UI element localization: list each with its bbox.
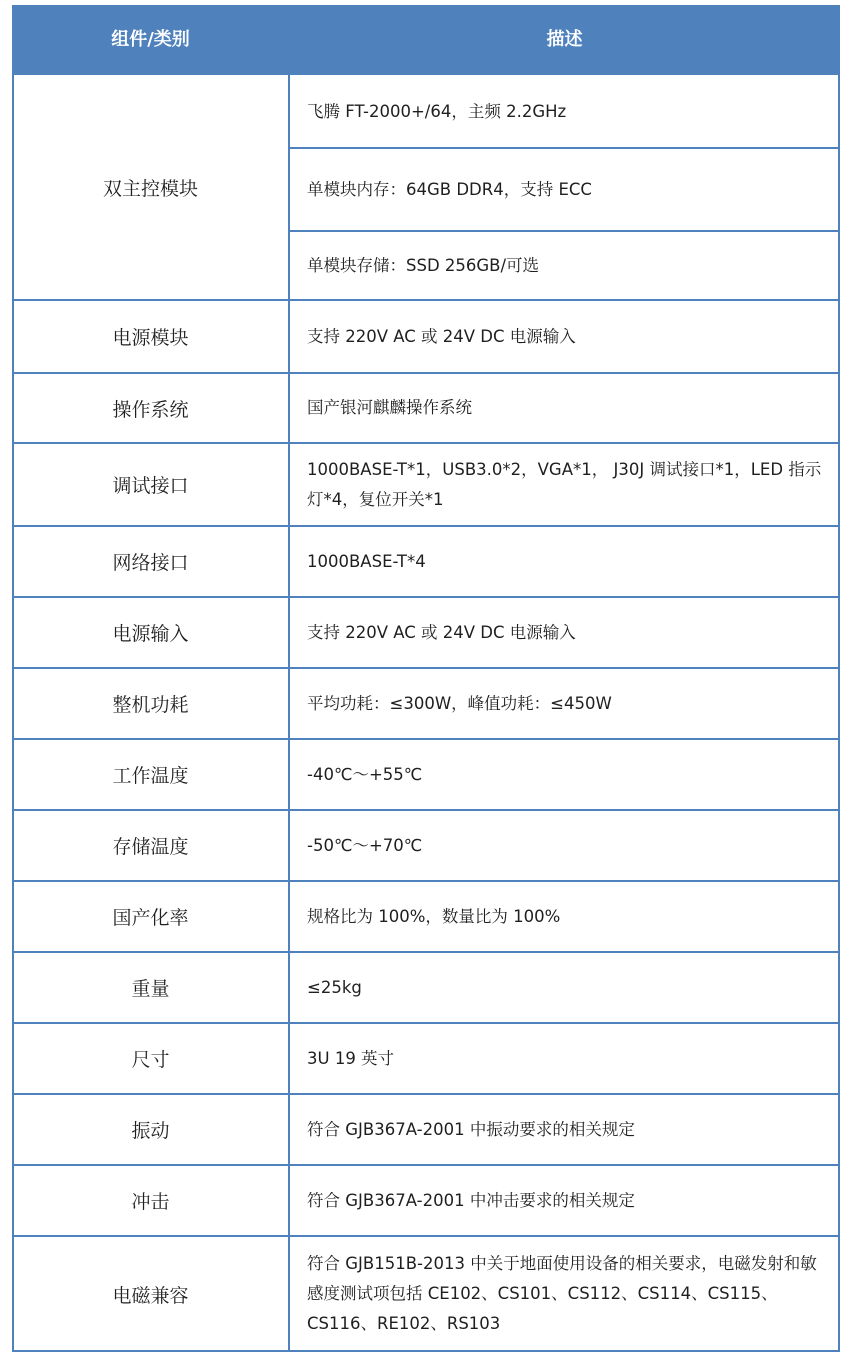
row-label: 网络接口 xyxy=(112,552,189,574)
row-label: 振动 xyxy=(131,1120,170,1142)
row-value: -40℃～+55℃ xyxy=(307,764,423,784)
row-value: 支持 220V AC 或 24V DC 电源输入 xyxy=(307,622,576,642)
row-value: 符合 GJB367A-2001 中冲击要求的相关规定 xyxy=(307,1190,635,1210)
row-label: 工作温度 xyxy=(112,765,189,787)
row-value: 符合 GJB367A-2001 中振动要求的相关规定 xyxy=(307,1119,635,1139)
row-value: 符合 GJB151B-2013 中关于地面使用设备的相关要求，电磁发射和敏感度测试项包括 CE102、CS101、CS112、CS114、CS115、CS116、RE102、RS103 xyxy=(307,1254,817,1333)
row-label: 国产化率 xyxy=(112,907,189,929)
row-label: 调试接口 xyxy=(112,475,189,497)
row-value: 支持 220V AC 或 24V DC 电源输入 xyxy=(307,326,576,346)
row-value: -50℃～+70℃ xyxy=(307,835,423,855)
row-label: 重量 xyxy=(131,978,170,1000)
row-label: 操作系统 xyxy=(112,398,189,421)
row-value: 规格比为 100%，数量比为 100% xyxy=(307,906,561,926)
row-label: 双主控模块 xyxy=(102,178,198,200)
row-value: 平均功耗：≤300W，峰值功耗：≤450W xyxy=(307,693,612,713)
row-value: 1000BASE-T*4 xyxy=(307,551,426,571)
header-description: 描述 xyxy=(546,29,583,50)
row-label: 整机功耗 xyxy=(112,694,189,716)
row-value: 单模块存储：SSD 256GB/可选 xyxy=(307,255,540,275)
row-value: 国产银河麒麟操作系统 xyxy=(307,398,472,417)
row-label: 尺寸 xyxy=(131,1049,170,1071)
row-label: 冲击 xyxy=(131,1191,170,1213)
row-value: 单模块内存：64GB DDR4，支持 ECC xyxy=(307,179,592,199)
row-label: 电源输入 xyxy=(112,623,189,645)
row-label: 存储温度 xyxy=(112,836,189,858)
row-value: ≤25kg xyxy=(307,977,362,997)
row-label: 电源模块 xyxy=(112,327,189,349)
header-component: 组件/类别 xyxy=(111,29,190,50)
row-value: 1000BASE-T*1，USB3.0*2，VGA*1， J30J 调试接口*1，LED 指示灯*4，复位开关*1 xyxy=(307,459,822,509)
row-value: 飞腾 FT-2000+/64，主频 2.2GHz xyxy=(307,101,567,121)
row-label: 电磁兼容 xyxy=(112,1284,189,1307)
row-value: 3U 19 英寸 xyxy=(307,1048,395,1068)
table-header xyxy=(12,5,840,75)
